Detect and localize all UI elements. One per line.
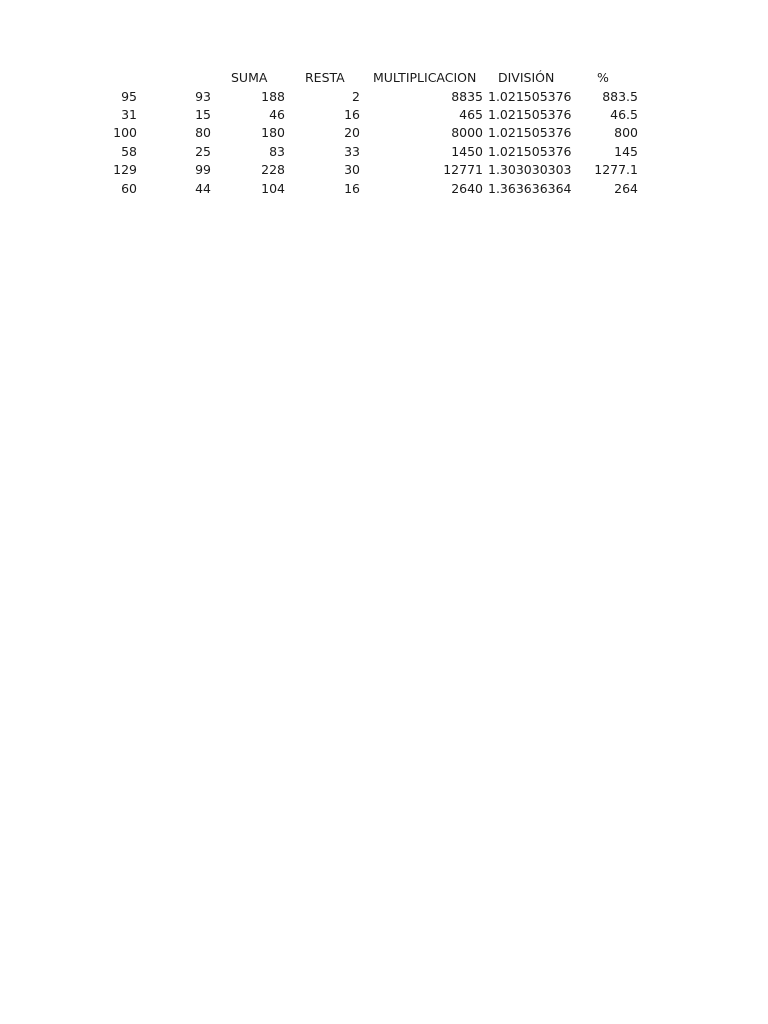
cell-porcentaje: 145 [614, 144, 638, 159]
cell-division: 1.303030303 [488, 162, 572, 177]
cell-porcentaje: 800 [614, 125, 638, 140]
cell-porcentaje: 46.5 [610, 107, 638, 122]
cell-multiplicacion: 1450 [451, 144, 483, 159]
cell-resta: 20 [344, 125, 360, 140]
cell-porcentaje: 264 [614, 181, 638, 196]
cell-suma: 180 [261, 125, 285, 140]
cell-multiplicacion: 8835 [451, 89, 483, 104]
header-multiplicacion: MULTIPLICACION [373, 70, 477, 85]
cell-b: 80 [195, 125, 211, 140]
cell-suma: 104 [261, 181, 285, 196]
cell-resta: 16 [344, 181, 360, 196]
cell-b: 25 [195, 144, 211, 159]
cell-division: 1.021505376 [488, 107, 572, 122]
cell-b: 93 [195, 89, 211, 104]
cell-multiplicacion: 8000 [451, 125, 483, 140]
cell-a: 95 [121, 89, 137, 104]
cell-resta: 30 [344, 162, 360, 177]
cell-a: 60 [121, 181, 137, 196]
cell-b: 44 [195, 181, 211, 196]
header-suma: SUMA [231, 70, 268, 85]
cell-resta: 16 [344, 107, 360, 122]
cell-division: 1.021505376 [488, 144, 572, 159]
cell-a: 58 [121, 144, 137, 159]
header-resta: RESTA [305, 70, 345, 85]
cell-suma: 228 [261, 162, 285, 177]
cell-b: 15 [195, 107, 211, 122]
cell-multiplicacion: 465 [459, 107, 483, 122]
cell-a: 100 [113, 125, 137, 140]
cell-division: 1.021505376 [488, 125, 572, 140]
header-division: DIVISIÓN [498, 70, 555, 85]
cell-b: 99 [195, 162, 211, 177]
cell-division: 1.363636364 [488, 181, 572, 196]
cell-porcentaje: 883.5 [602, 89, 638, 104]
cell-porcentaje: 1277.1 [594, 162, 638, 177]
cell-suma: 188 [261, 89, 285, 104]
cell-a: 31 [121, 107, 137, 122]
cell-a: 129 [113, 162, 137, 177]
cell-resta: 33 [344, 144, 360, 159]
cell-resta: 2 [352, 89, 360, 104]
cell-multiplicacion: 12771 [443, 162, 483, 177]
header-porcentaje: % [597, 70, 609, 85]
cell-multiplicacion: 2640 [451, 181, 483, 196]
cell-suma: 46 [269, 107, 285, 122]
cell-division: 1.021505376 [488, 89, 572, 104]
cell-suma: 83 [269, 144, 285, 159]
